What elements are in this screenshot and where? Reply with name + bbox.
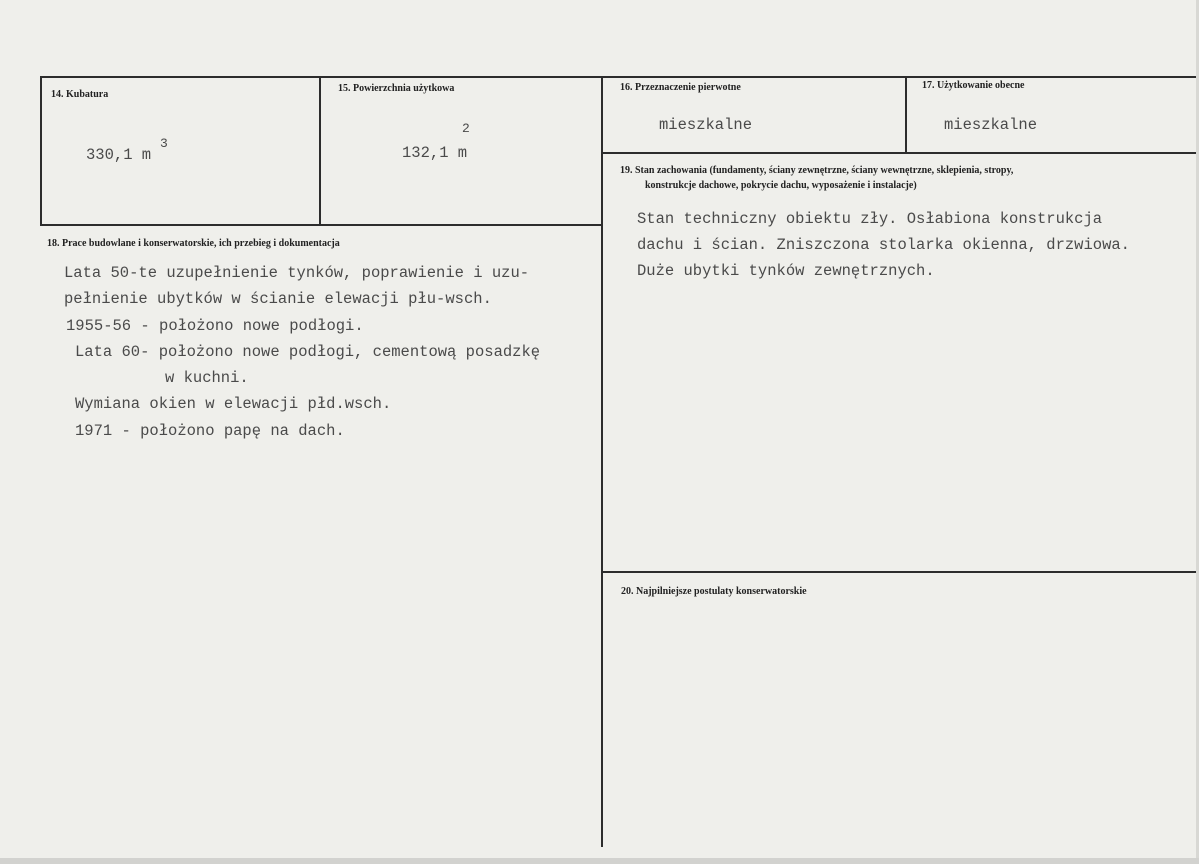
divider-16-17 [905,76,907,153]
left-rule-top [40,76,42,226]
top-rule [40,76,1199,78]
field-17-label: 17. Użytkowanie obecne [922,80,1025,91]
field-18-label: 18. Prace budowlane i konserwatorskie, ich przebieg i dokumentacja [47,238,340,249]
field-16-value: mieszkalne [659,116,753,134]
mid-vertical-rule [601,76,603,847]
field-19-label-continued: konstrukcje dachowe, pokrycie dachu, wyposażenie i instalacje) [645,180,917,191]
field-19-line: Duże ubytki tynków zewnętrznych. [637,262,935,280]
field-18-line: 1955-56 - położono nowe podłogi. [66,317,364,335]
field-14-unit-exponent: 3 [160,136,168,151]
rule-above-20 [603,571,1199,573]
field-19-line: Stan techniczny obiektu zły. Osłabiona konstrukcja [637,210,1103,228]
field-18-line: 1971 - położono papę na dach. [75,422,345,440]
rule-under-16-17 [603,152,1199,154]
field-19-line: dachu i ścian. Zniszczona stolarka okienna, drzwiowa. [637,236,1130,254]
field-18-line: Wymiana okien w elewacji płd.wsch. [75,395,392,413]
field-14-label: 14. Kubatura [51,89,109,100]
field-19-label: 19. Stan zachowania (fundamenty, ściany zewnętrzne, ściany wewnętrzne, sklepienia, stropy, [620,165,1014,176]
field-14-value: 330,1 m [86,146,152,164]
divider-14-15 [319,76,321,226]
field-20-label: 20. Najpilniejsze postulaty konserwatorskie [621,586,807,597]
field-17-value: mieszkalne [944,116,1038,134]
field-18-line: Lata 50-te uzupełnienie tynków, poprawienie i uzu- [64,264,530,282]
field-15-label: 15. Powierzchnia użytkowa [338,83,455,94]
rule-under-14-15 [40,224,603,226]
field-18-line: w kuchni. [165,369,249,387]
field-15-unit-exponent: 2 [462,121,470,136]
card-bottom-edge [0,858,1199,864]
field-18-line: Lata 60- położono nowe podłogi, cementową posadzkę [75,343,541,361]
field-15-value: 132,1 m [402,144,468,162]
field-18-line: pełnienie ubytków w ścianie elewacji płu-wsch. [64,290,492,308]
field-16-label: 16. Przeznaczenie pierwotne [620,82,741,93]
